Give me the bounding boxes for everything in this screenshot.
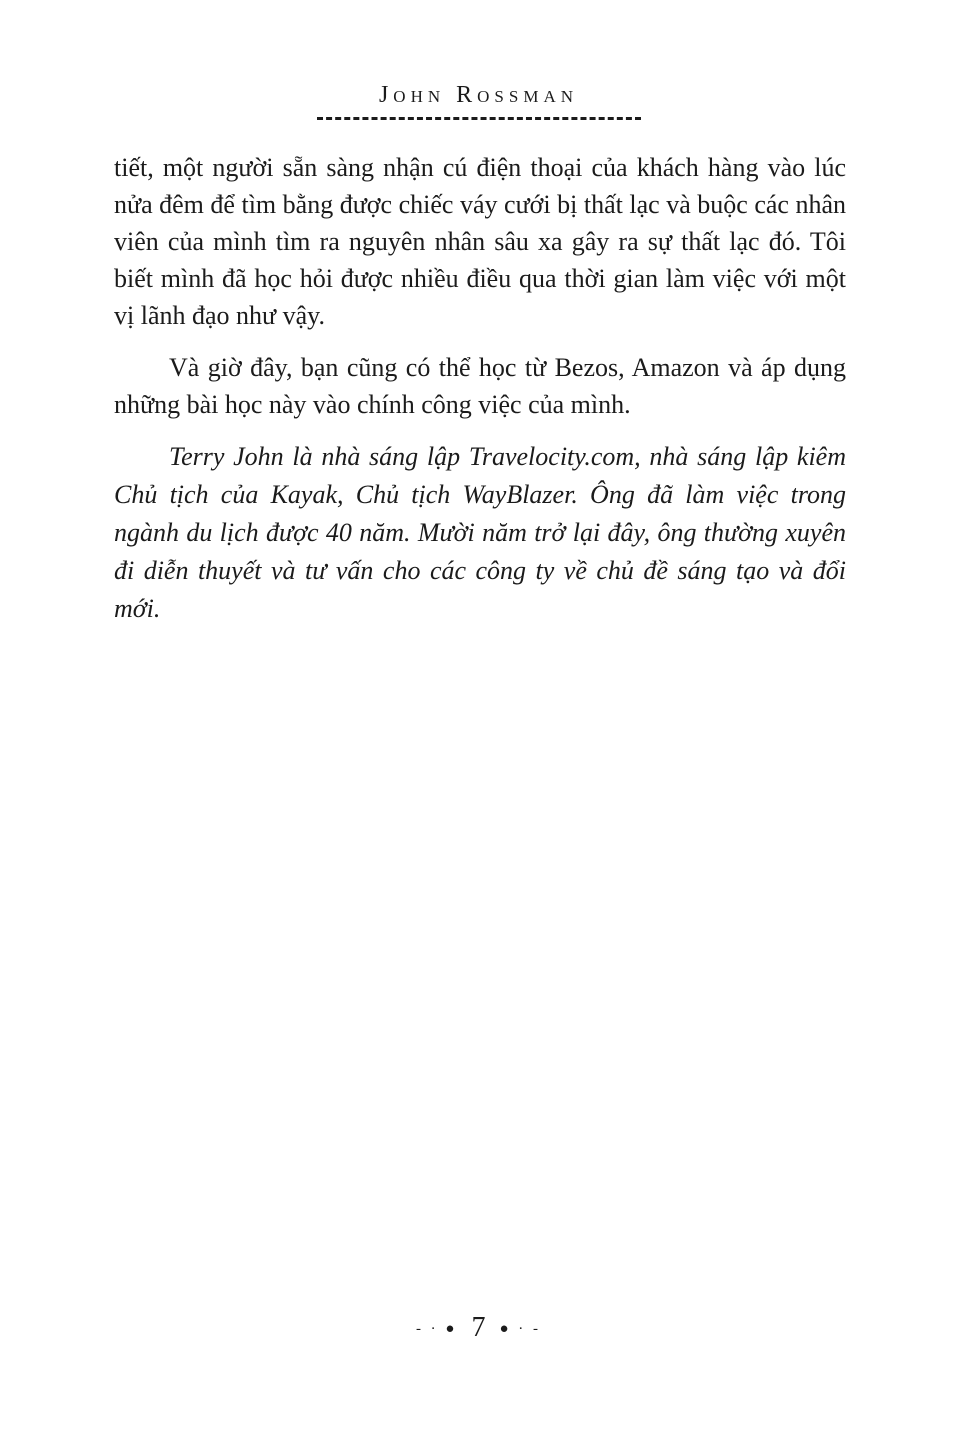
page-number: 7 — [471, 1312, 486, 1343]
footer-ornament-left: - · ● — [415, 1321, 458, 1337]
footer-ornament-right: ● · - — [499, 1321, 542, 1337]
page-footer — [0, 1312, 957, 1344]
header-dashed-rule — [317, 117, 641, 120]
running-header — [0, 82, 957, 109]
paragraph-continuation: tiết, một người sẵn sàng nhận cú điện thoại của khách hàng vào lúc nửa đêm để tìm bằng được chiếc váy cưới bị thất lạc và buộc các nhân viên của mình tìm ra nguyên nhân sâu xa gây ra sự thất lạc đó. Tôi biết mình đã học hỏi được nhiều điều qua thời gian làm việc với một vị lãnh đạo như vậy. — [114, 153, 846, 330]
paragraph-body: Và giờ đây, bạn cũng có thể học từ Bezos, Amazon và áp dụng những bài học này vào chính công việc của mình. — [114, 353, 846, 419]
page-body-text — [114, 149, 846, 628]
running-header-title: John Rossman — [378, 82, 579, 108]
paragraph-author-bio-italic: Terry John là nhà sáng lập Travelocity.com, nhà sáng lập kiêm Chủ tịch của Kayak, Chủ tịch WayBlazer. Ông đã làm việc trong ngành du lịch được 40 năm. Mười năm trở lại đây, ông thường xuyên đi diễn thuyết và tư vấn cho các công ty về chủ đề sáng tạo và đổi mới. — [114, 442, 846, 623]
